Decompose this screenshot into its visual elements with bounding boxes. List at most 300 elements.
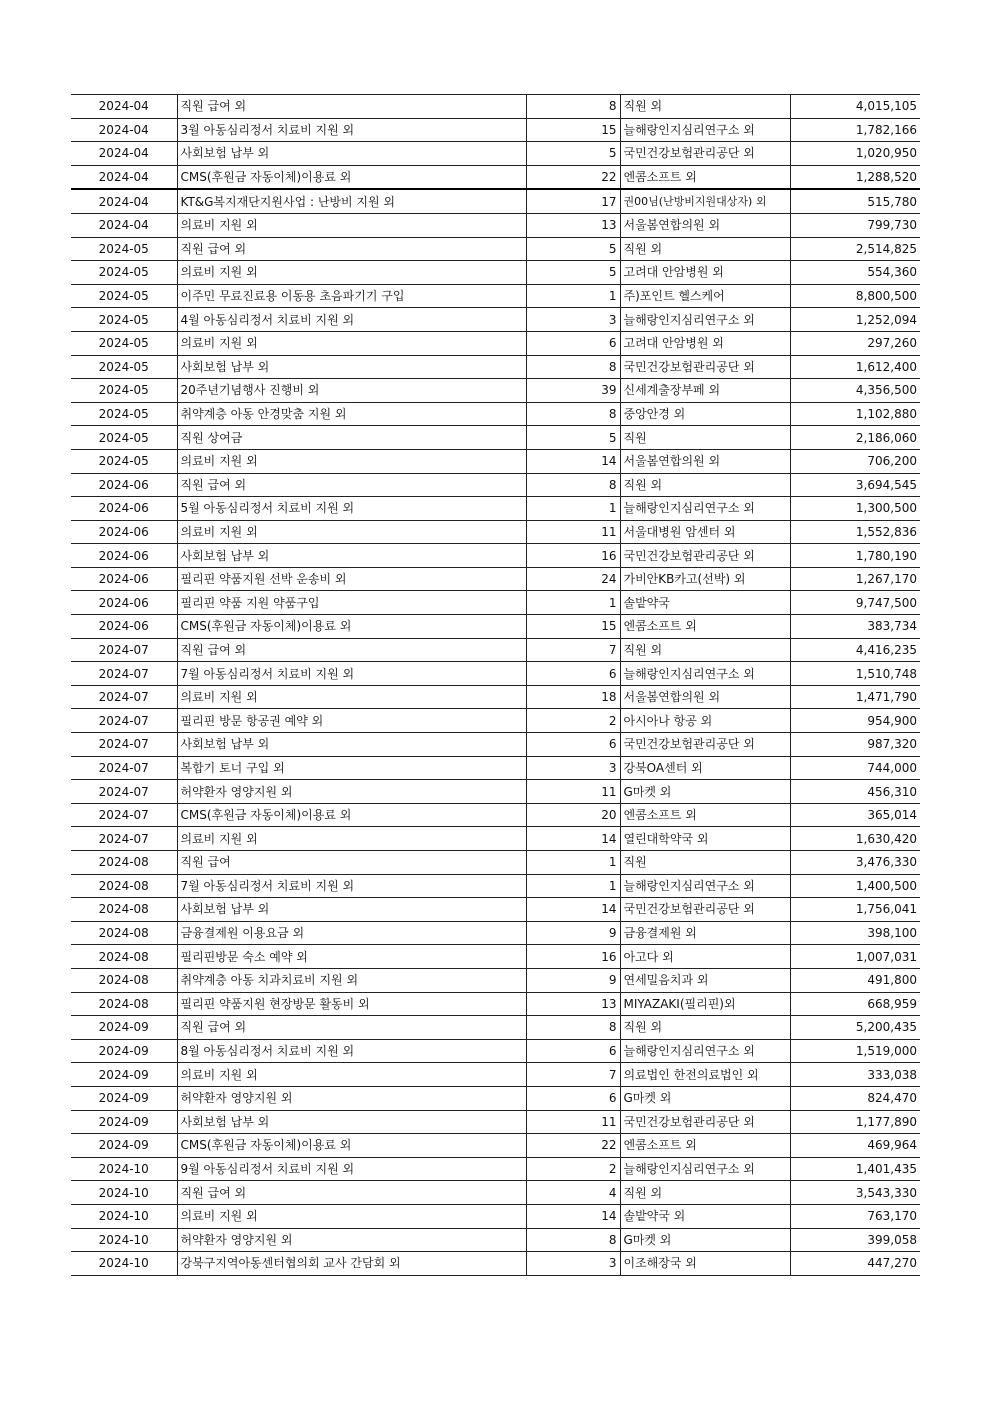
vendor-cell: 의료법인 한전의료법인 외: [620, 1063, 790, 1087]
amount-cell: 333,038: [790, 1063, 920, 1087]
description-cell: 4월 아동심리정서 치료비 지원 외: [177, 308, 526, 332]
description-cell: 의료비 지원 외: [177, 520, 526, 544]
amount-cell: 1,300,500: [790, 497, 920, 521]
table-row: [71, 308, 920, 332]
amount-cell: 987,320: [790, 733, 920, 757]
vendor-cell: G마켓 외: [620, 780, 790, 804]
amount-cell: 799,730: [790, 213, 920, 237]
table-row: [71, 261, 920, 285]
count-cell: 6: [526, 1039, 620, 1063]
vendor-cell: 직원 외: [620, 473, 790, 497]
vendor-cell: 국민건강보험관리공단 외: [620, 1110, 790, 1134]
count-cell: 15: [526, 118, 620, 142]
count-cell: 11: [526, 780, 620, 804]
description-cell: 취약계층 아동 치과치료비 지원 외: [177, 968, 526, 992]
table-row: [71, 189, 920, 213]
table-row: [71, 945, 920, 969]
table-row: [71, 1039, 920, 1063]
vendor-cell: 직원: [620, 851, 790, 875]
description-cell: 허약환자 영양지원 외: [177, 1086, 526, 1110]
description-cell: 7월 아동심리정서 치료비 지원 외: [177, 662, 526, 686]
count-cell: 7: [526, 638, 620, 662]
count-cell: 9: [526, 968, 620, 992]
table-row: [71, 402, 920, 426]
amount-cell: 1,630,420: [790, 827, 920, 851]
amount-cell: 1,102,880: [790, 402, 920, 426]
amount-cell: 447,270: [790, 1252, 920, 1276]
description-cell: 5월 아동심리정서 치료비 지원 외: [177, 497, 526, 521]
date-cell: 2024-07: [71, 709, 177, 733]
description-cell: CMS(후원금 자동이체)이용료 외: [177, 615, 526, 639]
count-cell: 8: [526, 1228, 620, 1252]
date-cell: 2024-06: [71, 473, 177, 497]
table-row: [71, 213, 920, 237]
amount-cell: 1,612,400: [790, 355, 920, 379]
date-cell: 2024-10: [71, 1157, 177, 1181]
table-row: [71, 1016, 920, 1040]
table-row: [71, 1063, 920, 1087]
count-cell: 3: [526, 1252, 620, 1276]
date-cell: 2024-05: [71, 402, 177, 426]
description-cell: 취약계층 아동 안경맞춤 지원 외: [177, 402, 526, 426]
table-row: [71, 237, 920, 261]
count-cell: 6: [526, 733, 620, 757]
vendor-cell: 직원 외: [620, 638, 790, 662]
description-cell: 허약환자 영양지원 외: [177, 780, 526, 804]
amount-cell: 1,252,094: [790, 308, 920, 332]
amount-cell: 9,747,500: [790, 591, 920, 615]
amount-cell: 763,170: [790, 1204, 920, 1228]
amount-cell: 5,200,435: [790, 1016, 920, 1040]
description-cell: 의료비 지원 외: [177, 449, 526, 473]
table-row: [71, 898, 920, 922]
table-row: [71, 638, 920, 662]
count-cell: 5: [526, 237, 620, 261]
vendor-cell: 서울봄연합의원 외: [620, 213, 790, 237]
amount-cell: 2,186,060: [790, 426, 920, 450]
vendor-cell: 국민건강보험관리공단 외: [620, 898, 790, 922]
date-cell: 2024-06: [71, 591, 177, 615]
table-row: [71, 473, 920, 497]
count-cell: 13: [526, 992, 620, 1016]
count-cell: 8: [526, 95, 620, 119]
amount-cell: 1,007,031: [790, 945, 920, 969]
table-row: [71, 1252, 920, 1276]
description-cell: 필리핀방문 숙소 예약 외: [177, 945, 526, 969]
vendor-cell: 아시아나 항공 외: [620, 709, 790, 733]
vendor-cell: 늘해랑인지심리연구소 외: [620, 308, 790, 332]
vendor-cell: 서울봄연합의원 외: [620, 685, 790, 709]
description-cell: 의료비 지원 외: [177, 1063, 526, 1087]
vendor-cell: 늘해랑인지심리연구소 외: [620, 1157, 790, 1181]
table-row: [71, 709, 920, 733]
description-cell: 필리핀 방문 항공권 예약 외: [177, 709, 526, 733]
count-cell: 3: [526, 756, 620, 780]
vendor-cell: 열린대학약국 외: [620, 827, 790, 851]
count-cell: 39: [526, 379, 620, 403]
vendor-cell: 서울봄연합의원 외: [620, 449, 790, 473]
vendor-cell: 서울대병원 암센터 외: [620, 520, 790, 544]
amount-cell: 1,552,836: [790, 520, 920, 544]
table-row: [71, 1134, 920, 1158]
date-cell: 2024-05: [71, 449, 177, 473]
date-cell: 2024-05: [71, 237, 177, 261]
table-row: [71, 1110, 920, 1134]
table-row: [71, 520, 920, 544]
date-cell: 2024-04: [71, 142, 177, 166]
vendor-cell: 엔콤소프트 외: [620, 803, 790, 827]
amount-cell: 456,310: [790, 780, 920, 804]
amount-cell: 8,800,500: [790, 284, 920, 308]
table-row: [71, 851, 920, 875]
table-row: [71, 355, 920, 379]
table-row: [71, 968, 920, 992]
date-cell: 2024-04: [71, 165, 177, 189]
count-cell: 5: [526, 142, 620, 166]
vendor-cell: 직원 외: [620, 237, 790, 261]
description-cell: 사회보험 납부 외: [177, 898, 526, 922]
vendor-cell: 강북OA센터 외: [620, 756, 790, 780]
amount-cell: 1,782,166: [790, 118, 920, 142]
vendor-cell: 엔콤소프트 외: [620, 615, 790, 639]
vendor-cell: 엔콤소프트 외: [620, 1134, 790, 1158]
table-row: [71, 615, 920, 639]
description-cell: 8월 아동심리정서 치료비 지원 외: [177, 1039, 526, 1063]
description-cell: 직원 급여 외: [177, 638, 526, 662]
amount-cell: 954,900: [790, 709, 920, 733]
date-cell: 2024-10: [71, 1204, 177, 1228]
vendor-cell: 늘해랑인지심리연구소 외: [620, 874, 790, 898]
table-row: [71, 591, 920, 615]
amount-cell: 1,519,000: [790, 1039, 920, 1063]
table-row: [71, 921, 920, 945]
amount-cell: 2,514,825: [790, 237, 920, 261]
vendor-cell: 신세계출장부페 외: [620, 379, 790, 403]
count-cell: 24: [526, 567, 620, 591]
description-cell: 사회보험 납부 외: [177, 355, 526, 379]
description-cell: 9월 아동심리정서 치료비 지원 외: [177, 1157, 526, 1181]
count-cell: 13: [526, 213, 620, 237]
date-cell: 2024-05: [71, 331, 177, 355]
date-cell: 2024-07: [71, 756, 177, 780]
description-cell: 직원 상여금: [177, 426, 526, 450]
table-row: [71, 1181, 920, 1205]
date-cell: 2024-06: [71, 497, 177, 521]
date-cell: 2024-04: [71, 118, 177, 142]
amount-cell: 1,177,890: [790, 1110, 920, 1134]
date-cell: 2024-09: [71, 1016, 177, 1040]
count-cell: 8: [526, 473, 620, 497]
table-row: [71, 165, 920, 189]
vendor-cell: 가비안KB카고(선박) 외: [620, 567, 790, 591]
count-cell: 1: [526, 851, 620, 875]
count-cell: 16: [526, 544, 620, 568]
count-cell: 7: [526, 1063, 620, 1087]
amount-cell: 3,543,330: [790, 1181, 920, 1205]
date-cell: 2024-07: [71, 662, 177, 686]
vendor-cell: 이조해장국 외: [620, 1252, 790, 1276]
date-cell: 2024-06: [71, 567, 177, 591]
amount-cell: 554,360: [790, 261, 920, 285]
description-cell: 사회보험 납부 외: [177, 733, 526, 757]
table-row: [71, 567, 920, 591]
amount-cell: 744,000: [790, 756, 920, 780]
description-cell: 필리핀 약품지원 선박 운송비 외: [177, 567, 526, 591]
count-cell: 5: [526, 426, 620, 450]
description-cell: 직원 급여 외: [177, 473, 526, 497]
date-cell: 2024-08: [71, 945, 177, 969]
vendor-cell: G마켓 외: [620, 1086, 790, 1110]
amount-cell: 1,288,520: [790, 165, 920, 189]
date-cell: 2024-08: [71, 874, 177, 898]
count-cell: 14: [526, 898, 620, 922]
vendor-cell: 금융결제원 외: [620, 921, 790, 945]
table-row: [71, 379, 920, 403]
description-cell: 직원 급여 외: [177, 1181, 526, 1205]
date-cell: 2024-08: [71, 921, 177, 945]
vendor-cell: MIYAZAKI(필리핀)외: [620, 992, 790, 1016]
vendor-cell: 솔밭약국: [620, 591, 790, 615]
date-cell: 2024-10: [71, 1252, 177, 1276]
count-cell: 16: [526, 945, 620, 969]
amount-cell: 515,780: [790, 189, 920, 213]
date-cell: 2024-07: [71, 638, 177, 662]
date-cell: 2024-10: [71, 1181, 177, 1205]
amount-cell: 1,510,748: [790, 662, 920, 686]
description-cell: 사회보험 납부 외: [177, 1110, 526, 1134]
vendor-cell: 늘해랑인지심리연구소 외: [620, 662, 790, 686]
table-row: [71, 803, 920, 827]
table-row: [71, 992, 920, 1016]
vendor-cell: 늘해랑인지심리연구소 외: [620, 1039, 790, 1063]
table-row: [71, 1086, 920, 1110]
count-cell: 6: [526, 662, 620, 686]
vendor-cell: 직원 외: [620, 95, 790, 119]
amount-cell: 4,356,500: [790, 379, 920, 403]
date-cell: 2024-08: [71, 992, 177, 1016]
table-row: [71, 1157, 920, 1181]
date-cell: 2024-05: [71, 379, 177, 403]
description-cell: 3월 아동심리정서 치료비 지원 외: [177, 118, 526, 142]
vendor-cell: 국민건강보험관리공단 외: [620, 142, 790, 166]
date-cell: 2024-09: [71, 1134, 177, 1158]
table-row: [71, 733, 920, 757]
count-cell: 18: [526, 685, 620, 709]
amount-cell: 824,470: [790, 1086, 920, 1110]
vendor-cell: 국민건강보험관리공단 외: [620, 355, 790, 379]
count-cell: 11: [526, 1110, 620, 1134]
count-cell: 20: [526, 803, 620, 827]
table-row: [71, 827, 920, 851]
amount-cell: 1,400,500: [790, 874, 920, 898]
count-cell: 22: [526, 165, 620, 189]
count-cell: 17: [526, 189, 620, 213]
date-cell: 2024-08: [71, 898, 177, 922]
vendor-cell: 중앙안경 외: [620, 402, 790, 426]
description-cell: 직원 급여 외: [177, 237, 526, 261]
count-cell: 14: [526, 1204, 620, 1228]
amount-cell: 668,959: [790, 992, 920, 1016]
vendor-cell: 직원 외: [620, 1181, 790, 1205]
vendor-cell: 국민건강보험관리공단 외: [620, 544, 790, 568]
vendor-cell: 권00님(난방비지원대상자) 외: [620, 189, 790, 213]
vendor-cell: 솔밭약국 외: [620, 1204, 790, 1228]
description-cell: 직원 급여 외: [177, 1016, 526, 1040]
amount-cell: 1,471,790: [790, 685, 920, 709]
count-cell: 8: [526, 402, 620, 426]
vendor-cell: 주)포인트 헬스케어: [620, 284, 790, 308]
count-cell: 14: [526, 449, 620, 473]
amount-cell: 365,014: [790, 803, 920, 827]
date-cell: 2024-09: [71, 1086, 177, 1110]
count-cell: 15: [526, 615, 620, 639]
description-cell: 의료비 지원 외: [177, 331, 526, 355]
amount-cell: 469,964: [790, 1134, 920, 1158]
date-cell: 2024-07: [71, 780, 177, 804]
date-cell: 2024-05: [71, 261, 177, 285]
description-cell: 의료비 지원 외: [177, 213, 526, 237]
table-row: [71, 544, 920, 568]
count-cell: 11: [526, 520, 620, 544]
count-cell: 2: [526, 1157, 620, 1181]
vendor-cell: 고려대 안암병원 외: [620, 261, 790, 285]
table-row: [71, 685, 920, 709]
date-cell: 2024-06: [71, 520, 177, 544]
count-cell: 22: [526, 1134, 620, 1158]
amount-cell: 4,015,105: [790, 95, 920, 119]
count-cell: 8: [526, 355, 620, 379]
vendor-cell: 늘해랑인지심리연구소 외: [620, 497, 790, 521]
amount-cell: 1,756,041: [790, 898, 920, 922]
amount-cell: 1,780,190: [790, 544, 920, 568]
amount-cell: 1,020,950: [790, 142, 920, 166]
date-cell: 2024-05: [71, 426, 177, 450]
table-row: [71, 780, 920, 804]
date-cell: 2024-07: [71, 827, 177, 851]
amount-cell: 383,734: [790, 615, 920, 639]
table-row: [71, 874, 920, 898]
table-row: [71, 142, 920, 166]
description-cell: 허약환자 영양지원 외: [177, 1228, 526, 1252]
vendor-cell: 아고다 외: [620, 945, 790, 969]
amount-cell: 4,416,235: [790, 638, 920, 662]
count-cell: 9: [526, 921, 620, 945]
date-cell: 2024-10: [71, 1228, 177, 1252]
count-cell: 1: [526, 284, 620, 308]
description-cell: CMS(후원금 자동이체)이용료 외: [177, 165, 526, 189]
table-row: [71, 331, 920, 355]
description-cell: KT&G복지재단지원사업 : 난방비 지원 외: [177, 189, 526, 213]
amount-cell: 706,200: [790, 449, 920, 473]
description-cell: 필리핀 약품지원 현장방문 활동비 외: [177, 992, 526, 1016]
amount-cell: 399,058: [790, 1228, 920, 1252]
description-cell: 직원 급여 외: [177, 95, 526, 119]
amount-cell: 3,476,330: [790, 851, 920, 875]
description-cell: 의료비 지원 외: [177, 827, 526, 851]
count-cell: 1: [526, 497, 620, 521]
date-cell: 2024-09: [71, 1063, 177, 1087]
description-cell: 20주년기념행사 진행비 외: [177, 379, 526, 403]
date-cell: 2024-04: [71, 189, 177, 213]
description-cell: CMS(후원금 자동이체)이용료 외: [177, 1134, 526, 1158]
date-cell: 2024-09: [71, 1110, 177, 1134]
description-cell: 복합기 토너 구입 외: [177, 756, 526, 780]
date-cell: 2024-08: [71, 851, 177, 875]
table-row: [71, 1204, 920, 1228]
description-cell: 필리핀 약품 지원 약품구입: [177, 591, 526, 615]
count-cell: 3: [526, 308, 620, 332]
date-cell: 2024-07: [71, 733, 177, 757]
vendor-cell: 늘해랑인지심리연구소 외: [620, 118, 790, 142]
count-cell: 4: [526, 1181, 620, 1205]
date-cell: 2024-06: [71, 615, 177, 639]
description-cell: 사회보험 납부 외: [177, 142, 526, 166]
vendor-cell: 국민건강보험관리공단 외: [620, 733, 790, 757]
table-row: [71, 1228, 920, 1252]
date-cell: 2024-05: [71, 355, 177, 379]
vendor-cell: 연세밀음치과 외: [620, 968, 790, 992]
count-cell: 1: [526, 874, 620, 898]
table-row: [71, 497, 920, 521]
table-row: [71, 756, 920, 780]
ledger-body: [71, 95, 920, 1276]
vendor-cell: 직원: [620, 426, 790, 450]
amount-cell: 491,800: [790, 968, 920, 992]
description-cell: CMS(후원금 자동이체)이용료 외: [177, 803, 526, 827]
description-cell: 직원 급여: [177, 851, 526, 875]
count-cell: 6: [526, 1086, 620, 1110]
count-cell: 5: [526, 261, 620, 285]
count-cell: 8: [526, 1016, 620, 1040]
amount-cell: 297,260: [790, 331, 920, 355]
count-cell: 1: [526, 591, 620, 615]
amount-cell: 1,401,435: [790, 1157, 920, 1181]
date-cell: 2024-05: [71, 308, 177, 332]
table-row: [71, 95, 920, 119]
description-cell: 의료비 지원 외: [177, 685, 526, 709]
vendor-cell: 엔콤소프트 외: [620, 165, 790, 189]
vendor-cell: G마켓 외: [620, 1228, 790, 1252]
vendor-cell: 고려대 안암병원 외: [620, 331, 790, 355]
expense-ledger-table: [71, 94, 920, 1276]
description-cell: 금융결제원 이용요금 외: [177, 921, 526, 945]
vendor-cell: 직원 외: [620, 1016, 790, 1040]
description-cell: 사회보험 납부 외: [177, 544, 526, 568]
description-cell: 7월 아동심리정서 치료비 지원 외: [177, 874, 526, 898]
table-row: [71, 284, 920, 308]
description-cell: 강북구지역아동센터협의회 교사 간담회 외: [177, 1252, 526, 1276]
description-cell: 의료비 지원 외: [177, 1204, 526, 1228]
date-cell: 2024-07: [71, 803, 177, 827]
date-cell: 2024-04: [71, 213, 177, 237]
amount-cell: 1,267,170: [790, 567, 920, 591]
table-row: [71, 662, 920, 686]
table-row: [71, 449, 920, 473]
count-cell: 2: [526, 709, 620, 733]
description-cell: 이주민 무료진료용 이동용 초음파기기 구입: [177, 284, 526, 308]
amount-cell: 398,100: [790, 921, 920, 945]
date-cell: 2024-08: [71, 968, 177, 992]
description-cell: 의료비 지원 외: [177, 261, 526, 285]
count-cell: 6: [526, 331, 620, 355]
amount-cell: 3,694,545: [790, 473, 920, 497]
date-cell: 2024-04: [71, 95, 177, 119]
date-cell: 2024-05: [71, 284, 177, 308]
table-row: [71, 118, 920, 142]
date-cell: 2024-09: [71, 1039, 177, 1063]
date-cell: 2024-06: [71, 544, 177, 568]
count-cell: 14: [526, 827, 620, 851]
